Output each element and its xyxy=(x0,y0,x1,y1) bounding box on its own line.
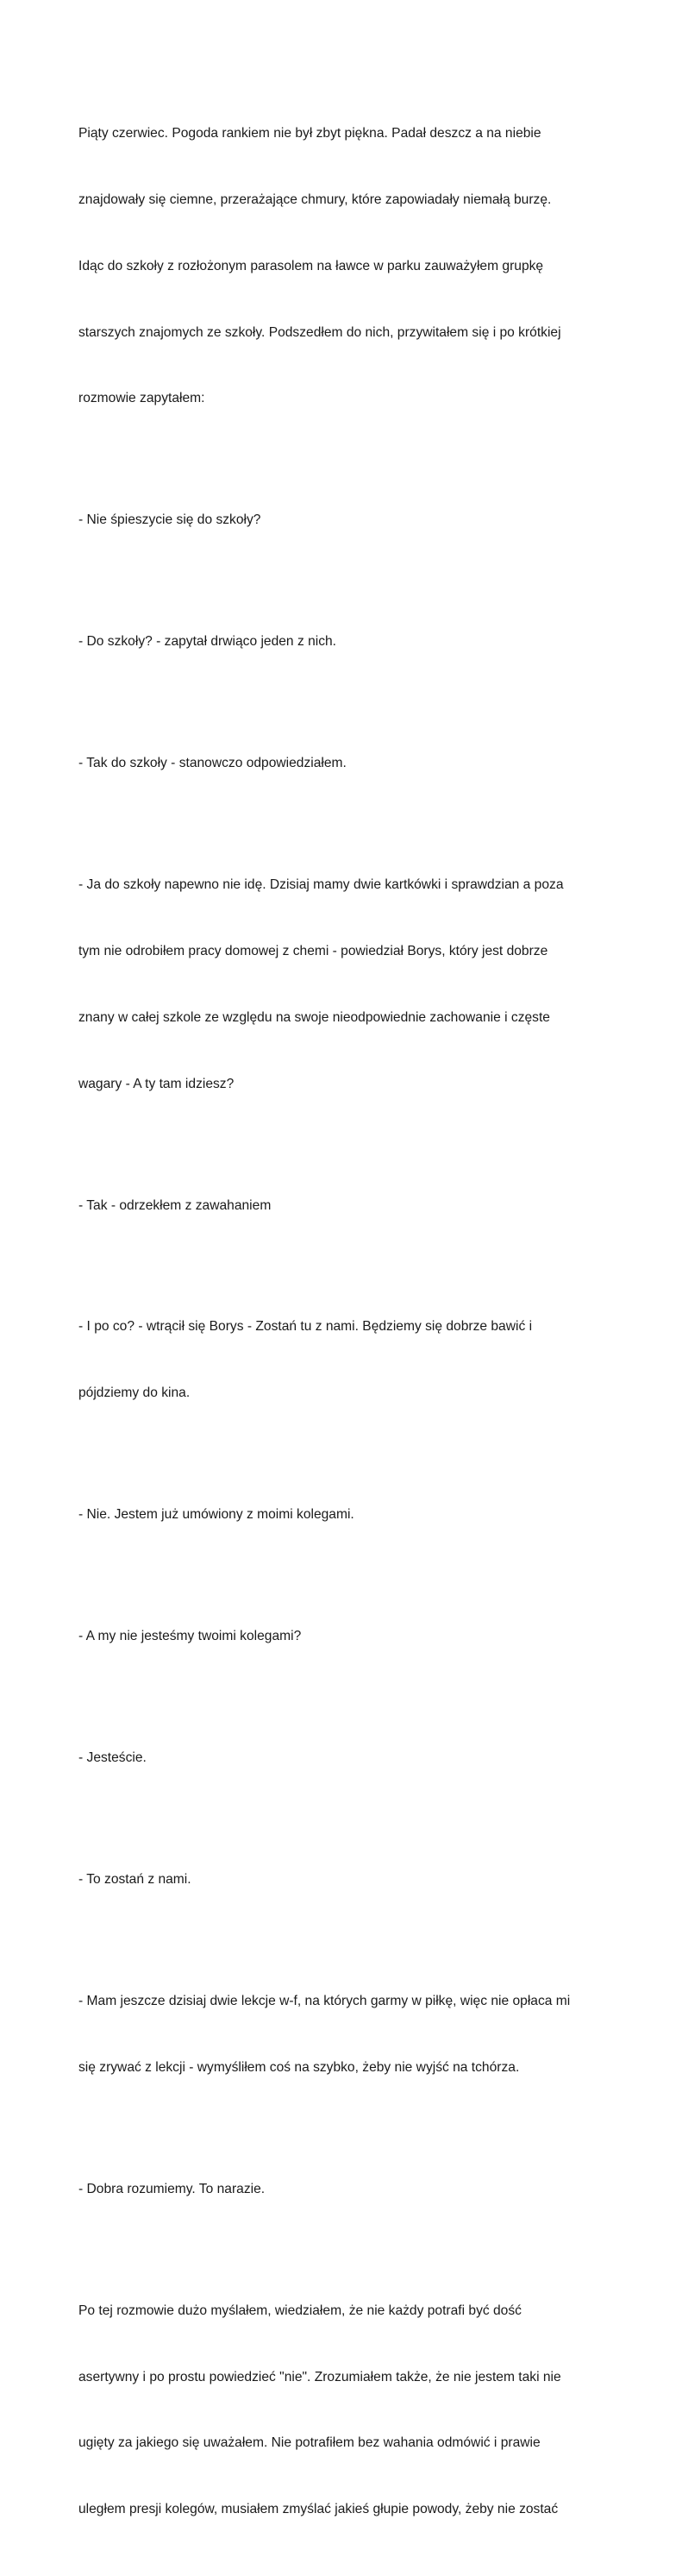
text-line: wagary - A ty tam idziesz? xyxy=(78,1076,235,1091)
text-line: - Tak do szkoły - stanowczo odpowiedziałem. xyxy=(78,756,347,771)
text-line: się zrywać z lekcji - wymyśliłem coś na szybko, żeby nie wyjść na tchórza. xyxy=(78,2059,520,2075)
dialogue-line xyxy=(78,1272,609,1448)
text-line: ugięty za jakiego się uważałem. Nie potrafiłem bez wahania odmówić i prawie xyxy=(78,2435,541,2451)
text-line: - Nie. Jestem już umówiony z moimi kolegami. xyxy=(78,1507,354,1523)
dialogue-line xyxy=(78,1703,609,1813)
text-line: Po tej rozmowie dużo myślałem, wiedziałem, że nie każdy potrafi być dość xyxy=(78,2303,522,2318)
text-line: znajdowały się ciemne, przerażające chmury, które zapowiadały niemałą burzę. xyxy=(78,192,552,207)
dialogue-line xyxy=(78,708,609,819)
dialogue-line xyxy=(78,1150,609,1260)
text-line: uległem presji kolegów, musiałem zmyślać jakieś głupie powody, żeby nie zostać xyxy=(78,2502,559,2517)
dialogue-line xyxy=(78,587,609,697)
text-line: starszych znajomych ze szkoły. Podszedłem do nich, przywitałem się i po krótkiej xyxy=(78,324,561,340)
text-line: asertywny i po prostu powiedzieć "nie". Zrozumiałem także, że nie jestem taki nie xyxy=(78,2369,561,2384)
dialogue-line xyxy=(78,1460,609,1570)
dialogue-line xyxy=(78,1946,609,2123)
paragraph-reflection xyxy=(78,2256,609,2565)
dialogue-line xyxy=(78,830,609,1139)
text-line: Piąty czerwiec. Pogoda rankiem nie był zbyt piękna. Padał deszcz a na niebie xyxy=(78,126,541,141)
text-line: znany w całej szkole ze względu na swoje nieodpowiednie zachowanie i częste xyxy=(78,1009,550,1025)
text-line: Idąc do szkoły z rozłożonym parasolem na ławce w parku zauważyłem grupkę xyxy=(78,258,544,273)
dialogue-line xyxy=(78,2134,609,2245)
text-line: - I po co? - wtrącił się Borys - Zostań tu z nami. Będziemy się dobrze bawić i xyxy=(78,1319,533,1335)
text-line: rozmowie zapytałem: xyxy=(78,391,205,406)
text-line: - A my nie jesteśmy twoimi kolegami? xyxy=(78,1629,302,1644)
dialogue-line xyxy=(78,465,609,575)
text-line: - Mam jeszcze dzisiaj dwie lekcje w-f, na których garmy w piłkę, więc nie opłaca mi xyxy=(78,1994,571,2009)
text-line: pójdziemy do kina. xyxy=(78,1385,191,1401)
text-line: - Ja do szkoły napewno nie idę. Dzisiaj mamy dwie kartkówki i sprawdzian a poza xyxy=(78,877,564,893)
text-line: - Nie śpieszycie się do szkoły? xyxy=(78,512,261,528)
text-line: tym nie odrobiłem pracy domowej z chemi - powiedział Borys, który jest dobrze xyxy=(78,943,548,958)
text-line: - Do szkoły? - zapytał drwiąco jeden z nich. xyxy=(78,634,337,650)
dialogue-line xyxy=(78,1825,609,1935)
text-line: - Jesteście. xyxy=(78,1750,147,1766)
paragraph-intro xyxy=(78,79,609,454)
document-page xyxy=(78,79,609,2576)
text-line: - To zostań z nami. xyxy=(78,1872,191,1888)
text-line: - Tak - odrzekłem z zawahaniem xyxy=(78,1197,272,1213)
dialogue-line xyxy=(78,1581,609,1692)
text-line: - Dobra rozumiemy. To narazie. xyxy=(78,2181,266,2196)
